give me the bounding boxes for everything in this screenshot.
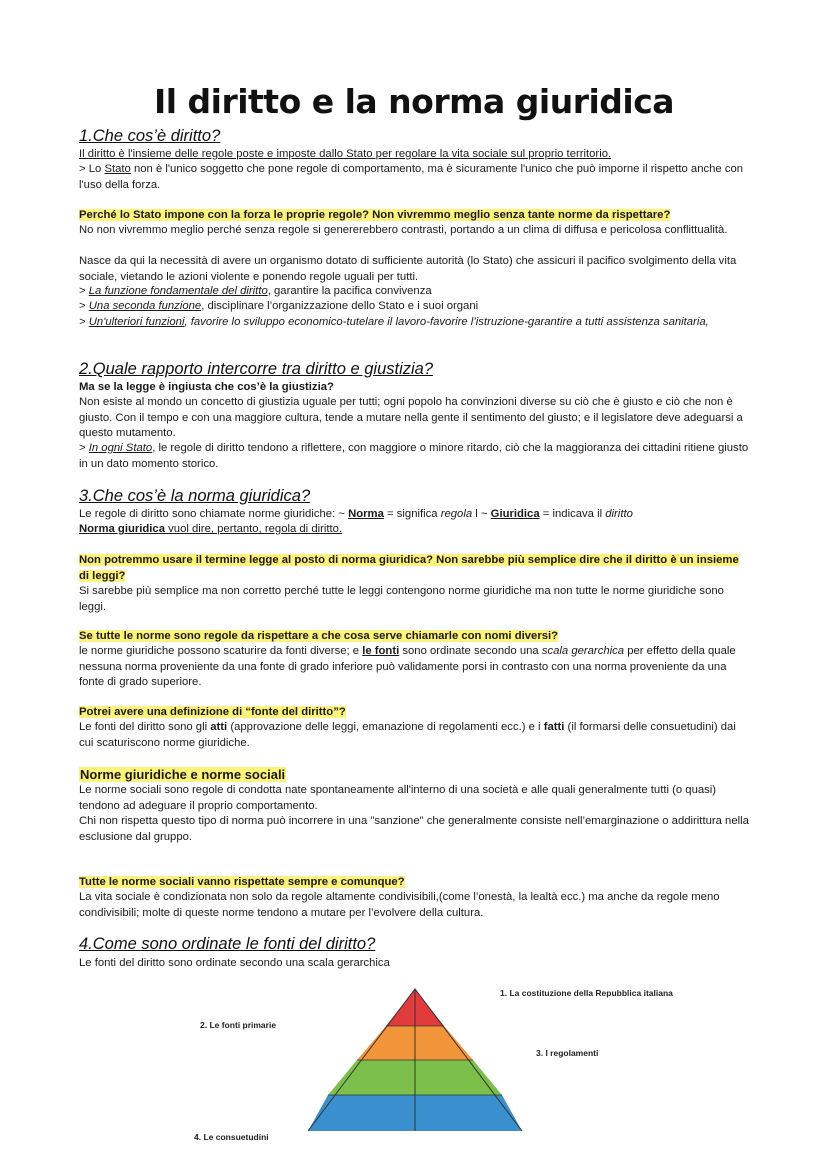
fonti-term: le fonti — [362, 645, 400, 657]
question-text: Se tutte le norme sono regole da rispettare a che cosa serve chiamarle con nomi diversi? — [79, 630, 559, 642]
text: vuol dire, pertanto, regola di diritto. — [165, 523, 343, 535]
section-1-definition — [79, 147, 751, 163]
question-text: Potrei avere una definizione di “fonte del diritto”? — [79, 706, 346, 718]
stato-label: In ogni Stato — [88, 442, 153, 454]
function-text: , garantire la pacifica convivenza — [267, 285, 432, 297]
function-label: Un'ulteriori funzioni — [88, 316, 185, 328]
page-title: Il diritto e la norma giuridica — [153, 82, 675, 121]
scala-term: scala gerarchica — [541, 645, 625, 657]
section-1-answer-1: No non vivremmo meglio perché senza regole si genererebbero contrasti, portando a un clima di diffusa e pericolosa conflittualità. — [79, 224, 728, 236]
question-text: Non potremmo usare il termine legge al posto di norma giuridica? Non sarebbe più semplice dire che il diritto è un insieme di leggi? — [79, 554, 739, 582]
hierarchy-pyramid — [300, 985, 530, 1145]
section-3-question-3 — [79, 705, 751, 721]
subsection-answer-2: Chi non rispetta questo tipo di norma può incorrere in una "sanzione" che generalmente consiste nell’emarginazione o addirittura nella esclusione dal gruppo. — [79, 815, 749, 843]
text: , le regole di diritto tendono a riflettere, con maggiore o minore ritardo, ciò che la maggioranza dei cittadini ritiene giusto in un dato momento storico. — [79, 442, 749, 470]
text: Le regole di diritto sono chiamate norme giuridiche: ~ — [79, 508, 349, 520]
pyramid-label-4: 4. Le consuetudini — [194, 1132, 269, 1142]
regola-term: regola — [440, 508, 473, 520]
section-2-answer-1: Non esiste al mondo un concetto di giustizia uguale per tutti; ogni popolo ha convinzioni diverse su ciò che è giusto e ciò che non è giusto. Con il tempo e con una maggiore cultura, tende a mutare nella gente il sentimento del giusto; e il legislatore deve adeguarsi a questo mutamento. — [79, 396, 743, 439]
norma-giuridica-term: Norma giuridica — [79, 523, 166, 535]
norma-term: Norma — [348, 508, 384, 520]
atti-term: atti — [210, 721, 228, 733]
function-label: Una seconda funzione — [88, 300, 202, 312]
text: > Lo — [79, 163, 105, 175]
function-text: , disciplinare l’organizzazione dello Stato e i suoi organi — [201, 300, 479, 312]
section-3-answer-1: Si sarebbe più semplice ma non corretto perché tutte le leggi contengono norme giuridiche ma non tutte le norme giuridiche sono leggi. — [79, 585, 724, 613]
section-2-answer-2: > In ogni Stato, le regole di diritto tendono a riflettere, con maggiore o minore ritardo, ciò che la maggioranza dei cittadini ritiene giusto in un dato momento storico. — [79, 442, 749, 470]
section-3-question-1 — [79, 553, 751, 584]
section-3-answer-4: La vita sociale è condizionata non solo da regole altamente condivisibili,(come l’onestà, la lealtà ecc.) ma anche da regole meno condivisibili; molte di queste norme tendono a mutare per l’evolvere della cultura. — [79, 891, 720, 919]
section-4-intro: Le fonti del diritto sono ordinate secondo una scala gerarchica — [79, 957, 390, 969]
section-1-question — [79, 208, 751, 224]
section-1-paragraph — [79, 162, 751, 193]
section-3-line-2 — [79, 522, 751, 538]
section-2-heading: 2.Quale rapporto intercorre tra diritto e giustizia? — [79, 360, 434, 378]
section-3-heading: 3.Che cos’è la norma giuridica? — [79, 487, 311, 505]
text: per effetto della quale nessuna norma proveniente da una fonte di grado inferiore può validamente porsi in contrasto con una norma proveniente da una fonte di grado superiore. — [79, 645, 736, 688]
text: = indicava il — [539, 508, 606, 520]
section-3-answer-3 — [79, 720, 751, 751]
text: Le fonti del diritto sono gli — [79, 721, 211, 733]
section-3-question-4 — [79, 875, 751, 891]
definition-text: Il diritto è l'insieme delle regole poste e imposte dallo Stato per regolare la vita sociale sul proprio territorio. — [79, 148, 612, 160]
subsection-answer-1: Le norme sociali sono regole di condotta nate spontaneamente all'interno di una società e alle quali generalmente tutti (o quasi) tendono ad adeguare il proprio comportamento. — [79, 784, 717, 812]
text: l ~ — [472, 508, 491, 520]
section-2-question: Ma se la legge è ingiusta che cos’è la giustizia? — [79, 381, 334, 393]
question-text: Tutte le norme sociali vanno rispettate sempre e comunque? — [79, 876, 405, 888]
pyramid-label-2: 2. Le fonti primarie — [200, 1020, 277, 1030]
pyramid-label-1: 1. La costituzione della Repubblica italiana — [500, 988, 673, 998]
function-item-3: > Un'ulteriori funzioni, favorire lo sviluppo economico-tutelare il lavoro-favorire l’istruzione-garantire a tutti assistenza sanitaria, — [79, 316, 709, 328]
function-item-2: > Una seconda funzione, disciplinare l’organizzazione dello Stato e i suoi organi — [79, 300, 479, 312]
pyramid-label-3: 3. I regolamenti — [536, 1048, 599, 1058]
text: (approvazione delle leggi, emanazione di regolamenti ecc.) e i — [227, 721, 544, 733]
text: le norme giuridiche possono scaturire da fonti diverse; e — [79, 645, 363, 657]
function-label: La funzione fondamentale del diritto — [88, 285, 268, 297]
subsection-heading: Norme giuridiche e norme sociali — [80, 767, 286, 782]
text: (il formarsi delle consuetudini) dai cui scaturiscono norme giuridiche. — [79, 721, 736, 749]
section-3-line-1 — [79, 507, 751, 523]
fatti-term: fatti — [543, 721, 565, 733]
function-text: , favorire lo sviluppo economico-tutelare il lavoro-favorire l’istruzione-garantire a tutti assistenza sanitaria, — [184, 316, 709, 328]
text: non è l'unico soggetto che pone regole di comportamento, ma è sicuramente l'unico che può imporne il rispetto anche con l'uso della forza. — [79, 163, 744, 191]
question-text: Perché lo Stato impone con la forza le proprie regole? Non vivremmo meglio senza tante norme da rispettare? — [79, 209, 671, 221]
section-1-answer-2: Nasce da qui la necessità di avere un organismo dotato di sufficiente autorità (lo Stato) che assicuri il pacifico svolgimento della vita sociale, vietando le azioni violente e ponendo regole uguali per tutti. — [79, 255, 737, 283]
section-3-answer-2 — [79, 644, 751, 691]
section-3-question-2 — [79, 629, 751, 645]
text: sono ordinate secondo una — [399, 645, 542, 657]
section-4-heading: 4.Come sono ordinate le fonti del diritto? — [79, 935, 376, 953]
stato-term: Stato — [104, 163, 131, 175]
giuridica-term: Giuridica — [490, 508, 540, 520]
diritto-term: diritto — [605, 508, 633, 520]
text: = significa — [383, 508, 441, 520]
section-1-heading: 1.Che cos’è diritto? — [79, 127, 221, 145]
function-item-1: > La funzione fondamentale del diritto, garantire la pacifica convivenza — [79, 285, 432, 297]
